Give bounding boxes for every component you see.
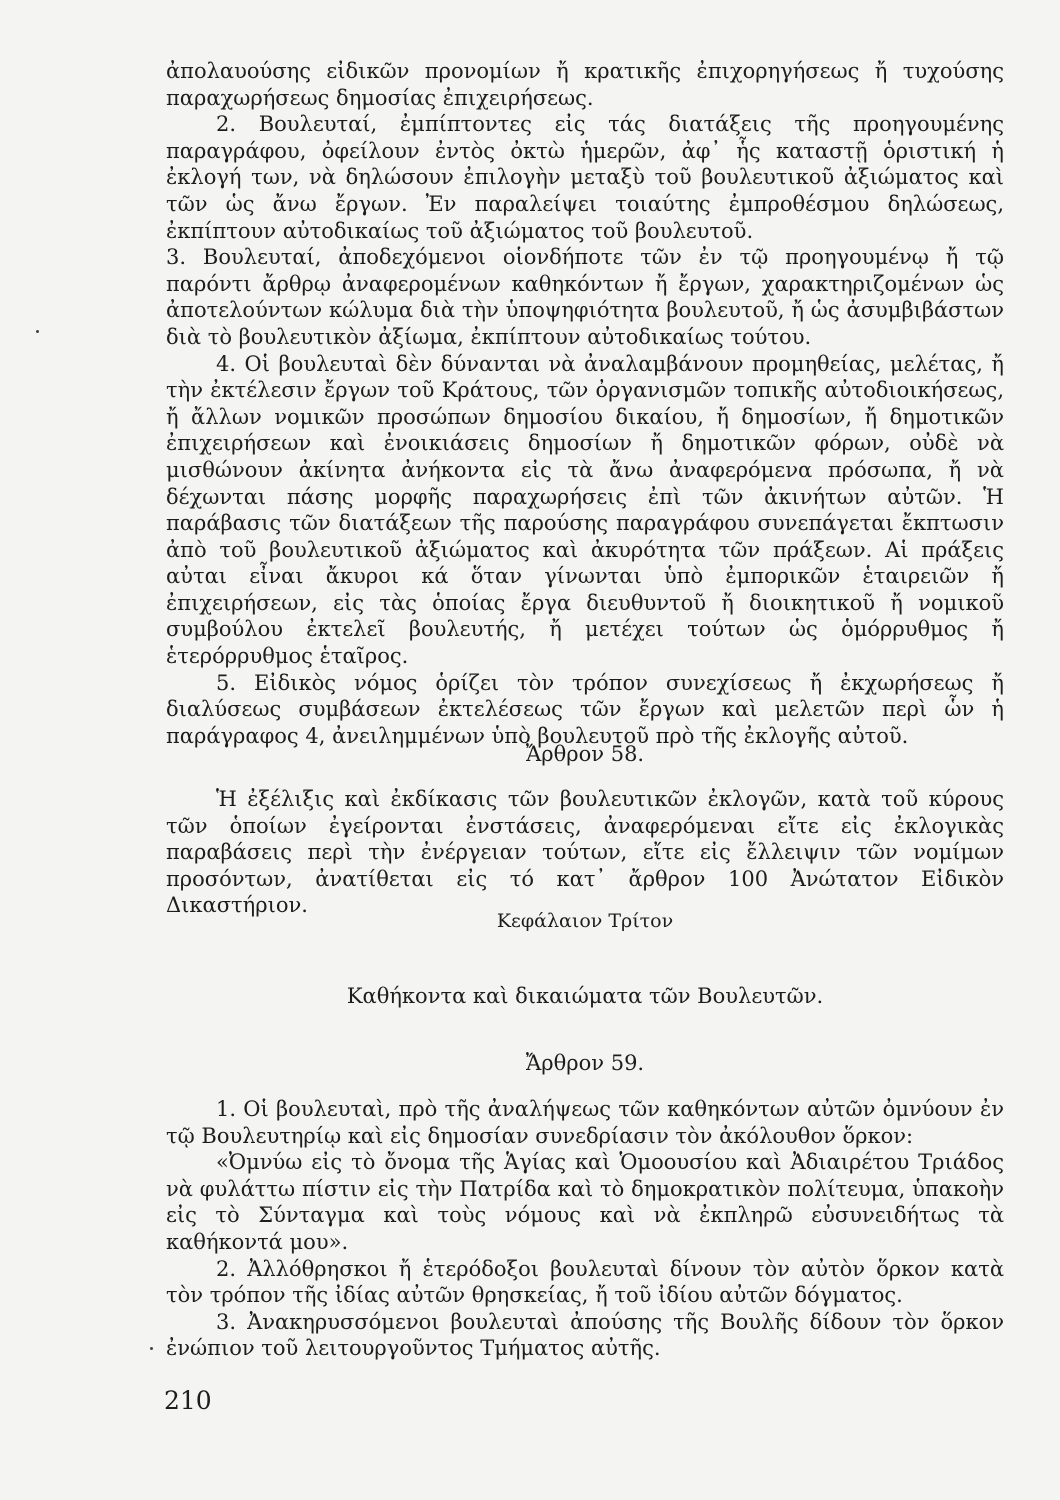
article-59-paragraph-3: 3. Ἀνακηρυσσόμενοι βουλευταὶ ἀπούσης τῆς Βουλῆς δίδουν τὸν ὅρκον ἐνώπιον τοῦ λειτουργοῦντος Τμήματος αὐτῆς. [166,1309,1004,1361]
article-58-body [166,786,1004,919]
oath-text: «Ὀμνύω εἰς τὸ ὄνομα τῆς Ἁγίας καὶ Ὁμοουσίου καὶ Ἀδιαιρέτου Τριάδος νὰ φυλάττω πίστιν εἰς τὴν Πατρίδα καὶ τὸ δημοκρατικὸν πολίτευμα, ὑπακοὴν εἰς τὸ Σύνταγμα καὶ τοὺς νόμους καὶ νὰ ἐκπληρῶ εὐσυνειδήτως τὰ καθήκοντά μου». [166,1150,1004,1254]
paragraph-3: 3. Βουλευταί, ἀποδεχόμενοι οἱονδήποτε τῶν ἐν τῷ προηγουμένῳ ἤ τῷ παρόντι ἄρθρῳ ἀναφερομένων καθηκόντων ἤ ἔργων, χαρακτηριζομένων ὡς ἀποτελούντων κώλυμα διὰ τὴν ὑποψηφιότητα βουλευτοῦ, ἤ ὡς ἀσυμβιβάστων διὰ τὸ βουλευτικὸν ἀξίωμα, ἐκπίπτουν αὐτοδικαίως τούτου. [166,245,1004,349]
chapter-title: Καθήκοντα καὶ δικαιώματα τῶν Βουλευτῶν. [346,984,824,1008]
article-59-heading: Ἄρθρον 59. [525,1051,645,1075]
article-58-heading: Ἄρθρον 58. [525,742,645,766]
paragraph-2: 2. Βουλευταί, ἐμπίπτοντες εἰς τάς διατάξεις τῆς προηγουμένης παραγράφου, ὀφείλουν ἐντὸς ὀκτὼ ἡμερῶν, ἀφ᾽ ἧς καταστῇ ὁριστική ἡ ἐκλογή των, νὰ δηλώσουν ἐπιλογὴν μεταξὺ τοῦ βουλευτικοῦ ἀξιώματος καὶ τῶν ὡς ἄνω ἔργων. Ἐν παραλείψει τοιαύτης ἐμπροθέσμου δηλώσεως, ἐκπίπτουν αὐτοδικαίως τοῦ ἀξιώματος τοῦ βουλευτοῦ. [166,112,1004,243]
chapter-number: Κεφάλαιον Τρίτον [496,910,674,932]
page-number: 210 [164,1386,212,1415]
article-59-paragraph-1: 1. Οἱ βουλευταὶ, πρὸ τῆς ἀναλήψεως τῶν καθηκόντων αὐτῶν ὀμνύουν ἐν τῷ Βουλευτηρίῳ καὶ εἰς δημοσίαν συνεδρίασιν τὸν ἀκόλουθον ὅρκον: [166,1097,1004,1148]
stray-mark [36,330,39,333]
article-58-paragraph: Ἡ ἐξέλιξις καὶ ἐκδίκασις τῶν βουλευτικῶν ἐκλογῶν, κατὰ τοῦ κύρους τῶν ὁποίων ἐγείρονται ἐνστάσεις, ἀναφερόμεναι εἴτε εἰς ἐκλογικὰς παραβάσεις περὶ τὴν ἐνέργειαν τούτων, εἴτε εἰς ἔλλειψιν τῶν νομίμων προσόντων, ἀνατίθεται εἰς τό κατ᾽ ἄρθρον 100 Ἀνώτατον Εἰδικὸν Δικαστήριον. [166,787,1004,918]
paragraph-continued: ἀπολαυούσης εἰδικῶν προνομίων ἤ κρατικῆς ἐπιχορηγήσεως ἤ τυχούσης παραχωρήσεως δημοσίας ἐπιχειρήσεως. [166,59,1004,110]
article-59-paragraph-2: 2. Ἀλλόθρησκοι ἤ ἑτερόδοξοι βουλευταὶ δίνουν τὸν αὐτὸν ὅρκον κατὰ τὸν τρόπον τῆς ἰδίας αὐτῶν θρησκείας, ἤ τοῦ ἰδίου αὐτῶν δόγματος. [166,1256,1004,1308]
article-59-body [166,1096,1004,1362]
section-continuation [166,58,1004,749]
paragraph-5: 5. Εἰδικὸς νόμος ὁρίζει τὸν τρόπον συνεχίσεως ἤ ἐκχωρήσεως ἤ διαλύσεως συμβάσεων ἐκτελέσεως τῶν ἔργων καὶ μελετῶν περὶ ὧν ἡ παράγραφος 4, ἀνειλημμένων ὑπὸ βουλευτοῦ πρὸ τῆς ἐκλογῆς αὐτοῦ. [166,670,1004,748]
stray-mark [150,1347,153,1350]
paragraph-4: 4. Οἱ βουλευταὶ δὲν δύνανται νὰ ἀναλαμβάνουν προμηθείας, μελέτας, ἤ τὴν ἐκτέλεσιν ἔργων τοῦ Κράτους, τῶν ὀργανισμῶν τοπικῆς αὐτοδιοικήσεως, ἤ ἄλλων νομικῶν προσώπων δημοσίου δικαίου, ἤ δημοσίων, ἤ δημοτικῶν ἐπιχειρήσεων καὶ ἐνοικιάσεις δημοσίων ἤ δημοτικῶν φόρων, οὐδὲ νὰ μισθώνουν ἀκίνητα ἀνήκοντα εἰς τὰ ἄνω ἀναφερόμενα πρόσωπα, ἤ νὰ δέχωνται πάσης μορφῆς παραχωρήσεις ἐπὶ τῶν ἀκινήτων αὐτῶν. Ἡ παράβασις τῶν διατάξεων τῆς παρούσης παραγράφου συνεπάγεται ἔκπτωσιν ἀπὸ τοῦ βουλευτικοῦ ἀξιώματος καὶ ἀκυρότητα τῶν πράξεων. Αἱ πράξεις αὐται εἶναι ἄκυροι κά ὅταν γίνωνται ὑπὸ ἐμπορικῶν ἑταιρειῶν ἤ ἐπιχειρήσεων, εἰς τὰς ὁποίας ἔργα διευθυντοῦ ἤ διοικητικοῦ ἤ νομικοῦ συμβούλου ἐκτελεῖ βουλευτής, ἤ μετέχει τούτων ὡς ὁμόρρυθμος ἤ ἑτερόρρυθμος ἑταῖρος. [166,351,1004,669]
